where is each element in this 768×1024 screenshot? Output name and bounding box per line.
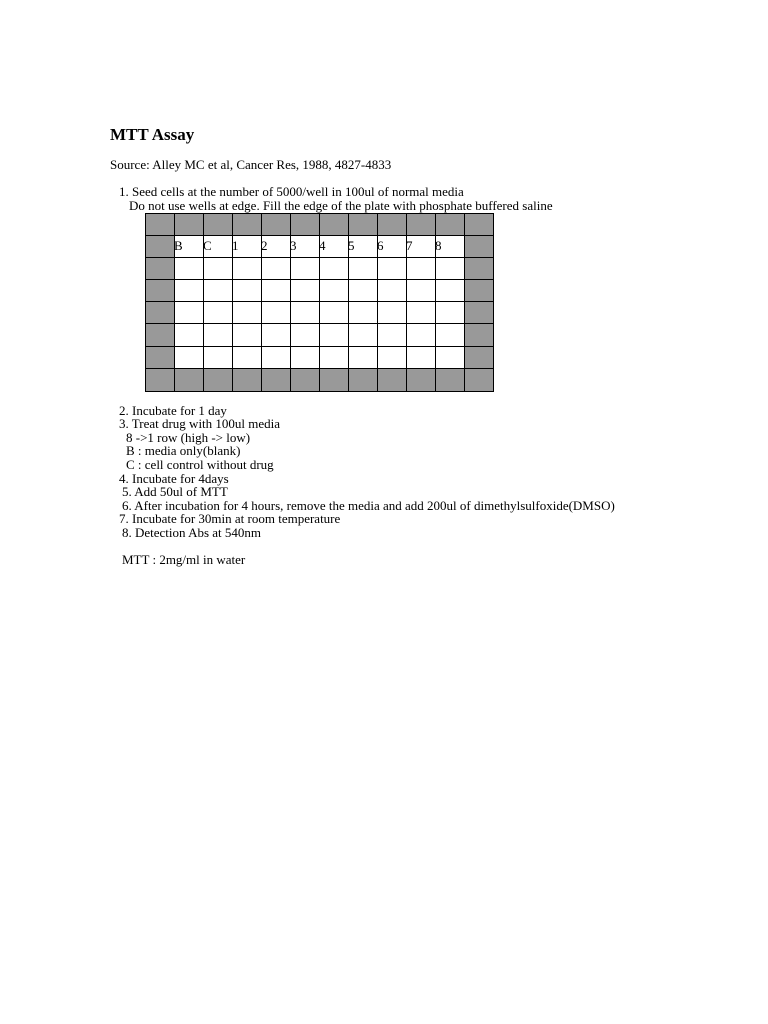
plate-edge-well	[145, 323, 175, 347]
plate-well	[261, 301, 291, 324]
plate-well	[406, 257, 436, 280]
plate-edge-well	[261, 213, 291, 236]
plate-well	[435, 346, 465, 369]
plate-edge-well	[232, 368, 262, 392]
plate-edge-well	[145, 257, 175, 280]
plate-well	[232, 301, 262, 324]
plate-edge-well	[406, 213, 436, 236]
plate-well	[348, 279, 378, 302]
plate-edge-well	[435, 213, 465, 236]
plate-well	[348, 301, 378, 324]
step-3-detail-rows: 8 ->1 row (high -> low)	[126, 430, 251, 445]
plate-well	[261, 279, 291, 302]
plate-column-label: 1	[232, 238, 239, 253]
source-citation: Source: Alley MC et al, Cancer Res, 1988, 4827-4833	[110, 157, 392, 172]
plate-edge-well	[203, 213, 233, 236]
plate-edge-well	[203, 368, 233, 392]
plate-well	[174, 346, 204, 369]
plate-well	[435, 301, 465, 324]
plate-well	[377, 346, 407, 369]
plate-well	[290, 346, 320, 369]
plate-well	[406, 301, 436, 324]
step-3: 3. Treat drug with 100ul media	[119, 416, 281, 431]
plate-edge-well	[464, 323, 494, 347]
plate-edge-well	[145, 235, 175, 258]
plate-edge-well	[435, 368, 465, 392]
plate-column-label: 3	[290, 238, 297, 253]
plate-edge-well	[145, 346, 175, 369]
plate-well	[377, 301, 407, 324]
plate-edge-well	[348, 213, 378, 236]
plate-well	[203, 257, 233, 280]
plate-edge-well	[290, 213, 320, 236]
plate-well	[319, 323, 349, 347]
plate-edge-well	[232, 213, 262, 236]
plate-column-label: 6	[377, 238, 384, 253]
plate-well	[348, 323, 378, 347]
plate-well	[319, 279, 349, 302]
plate-well	[232, 323, 262, 347]
plate-well	[377, 323, 407, 347]
plate-column-label: 7	[406, 238, 413, 253]
plate-column-label: 4	[319, 238, 326, 253]
plate-well	[232, 257, 262, 280]
plate-well	[290, 323, 320, 347]
plate-edge-well	[348, 368, 378, 392]
plate-edge-well	[377, 213, 407, 236]
step-3-detail-blank: B : media only(blank)	[126, 443, 241, 458]
plate-well	[435, 323, 465, 347]
step-6: 6. After incubation for 4 hours, remove the media and add 200ul of dimethylsulfoxide(DMSO)	[122, 498, 615, 513]
plate-well	[377, 257, 407, 280]
plate-column-label: 2	[261, 238, 268, 253]
plate-edge-well	[145, 279, 175, 302]
plate-well	[406, 323, 436, 347]
well-plate-diagram	[145, 213, 493, 391]
plate-well	[290, 301, 320, 324]
plate-well	[290, 279, 320, 302]
plate-column-label: 5	[348, 238, 355, 253]
plate-well	[174, 279, 204, 302]
plate-well	[174, 323, 204, 347]
step-7: 7. Incubate for 30min at room temperature	[119, 511, 341, 526]
plate-well	[377, 279, 407, 302]
plate-well	[348, 257, 378, 280]
plate-column-label: B	[174, 238, 183, 253]
plate-column-label: C	[203, 238, 212, 253]
plate-edge-well	[464, 301, 494, 324]
step-1-note: Do not use wells at edge. Fill the edge of the plate with phosphate buffered saline	[129, 198, 553, 213]
mtt-concentration-note: MTT : 2mg/ml in water	[122, 552, 246, 567]
plate-well	[290, 257, 320, 280]
plate-well	[319, 346, 349, 369]
plate-well	[406, 346, 436, 369]
plate-edge-well	[464, 368, 494, 392]
plate-well	[203, 346, 233, 369]
plate-well	[406, 279, 436, 302]
plate-well	[203, 279, 233, 302]
plate-well	[348, 346, 378, 369]
plate-edge-well	[290, 368, 320, 392]
plate-well	[435, 257, 465, 280]
plate-edge-well	[174, 368, 204, 392]
plate-edge-well	[145, 213, 175, 236]
plate-well	[319, 301, 349, 324]
plate-edge-well	[145, 301, 175, 324]
step-1-line: 1. Seed cells at the number of 5000/well in 100ul of normal media	[119, 184, 464, 199]
step-2: 2. Incubate for 1 day	[119, 403, 227, 418]
plate-well	[232, 279, 262, 302]
plate-edge-well	[406, 368, 436, 392]
plate-edge-well	[464, 257, 494, 280]
plate-edge-well	[261, 368, 291, 392]
step-8: 8. Detection Abs at 540nm	[122, 525, 262, 540]
plate-well	[435, 279, 465, 302]
plate-well	[261, 346, 291, 369]
plate-edge-well	[145, 368, 175, 392]
plate-well	[261, 257, 291, 280]
plate-edge-well	[464, 346, 494, 369]
plate-column-label: 8	[435, 238, 442, 253]
plate-edge-well	[174, 213, 204, 236]
plate-well	[319, 257, 349, 280]
plate-well	[261, 323, 291, 347]
step-3-detail-control: C : cell control without drug	[126, 457, 274, 472]
plate-well	[174, 301, 204, 324]
plate-edge-well	[377, 368, 407, 392]
plate-edge-well	[464, 279, 494, 302]
plate-edge-well	[464, 213, 494, 236]
plate-well	[203, 301, 233, 324]
plate-well	[203, 323, 233, 347]
step-5: 5. Add 50ul of MTT	[122, 484, 228, 499]
plate-edge-well	[319, 213, 349, 236]
plate-well	[174, 257, 204, 280]
page-title: MTT Assay	[110, 125, 195, 144]
plate-well	[232, 346, 262, 369]
plate-edge-well	[319, 368, 349, 392]
plate-edge-well	[464, 235, 494, 258]
step-4: 4. Incubate for 4days	[119, 471, 229, 486]
